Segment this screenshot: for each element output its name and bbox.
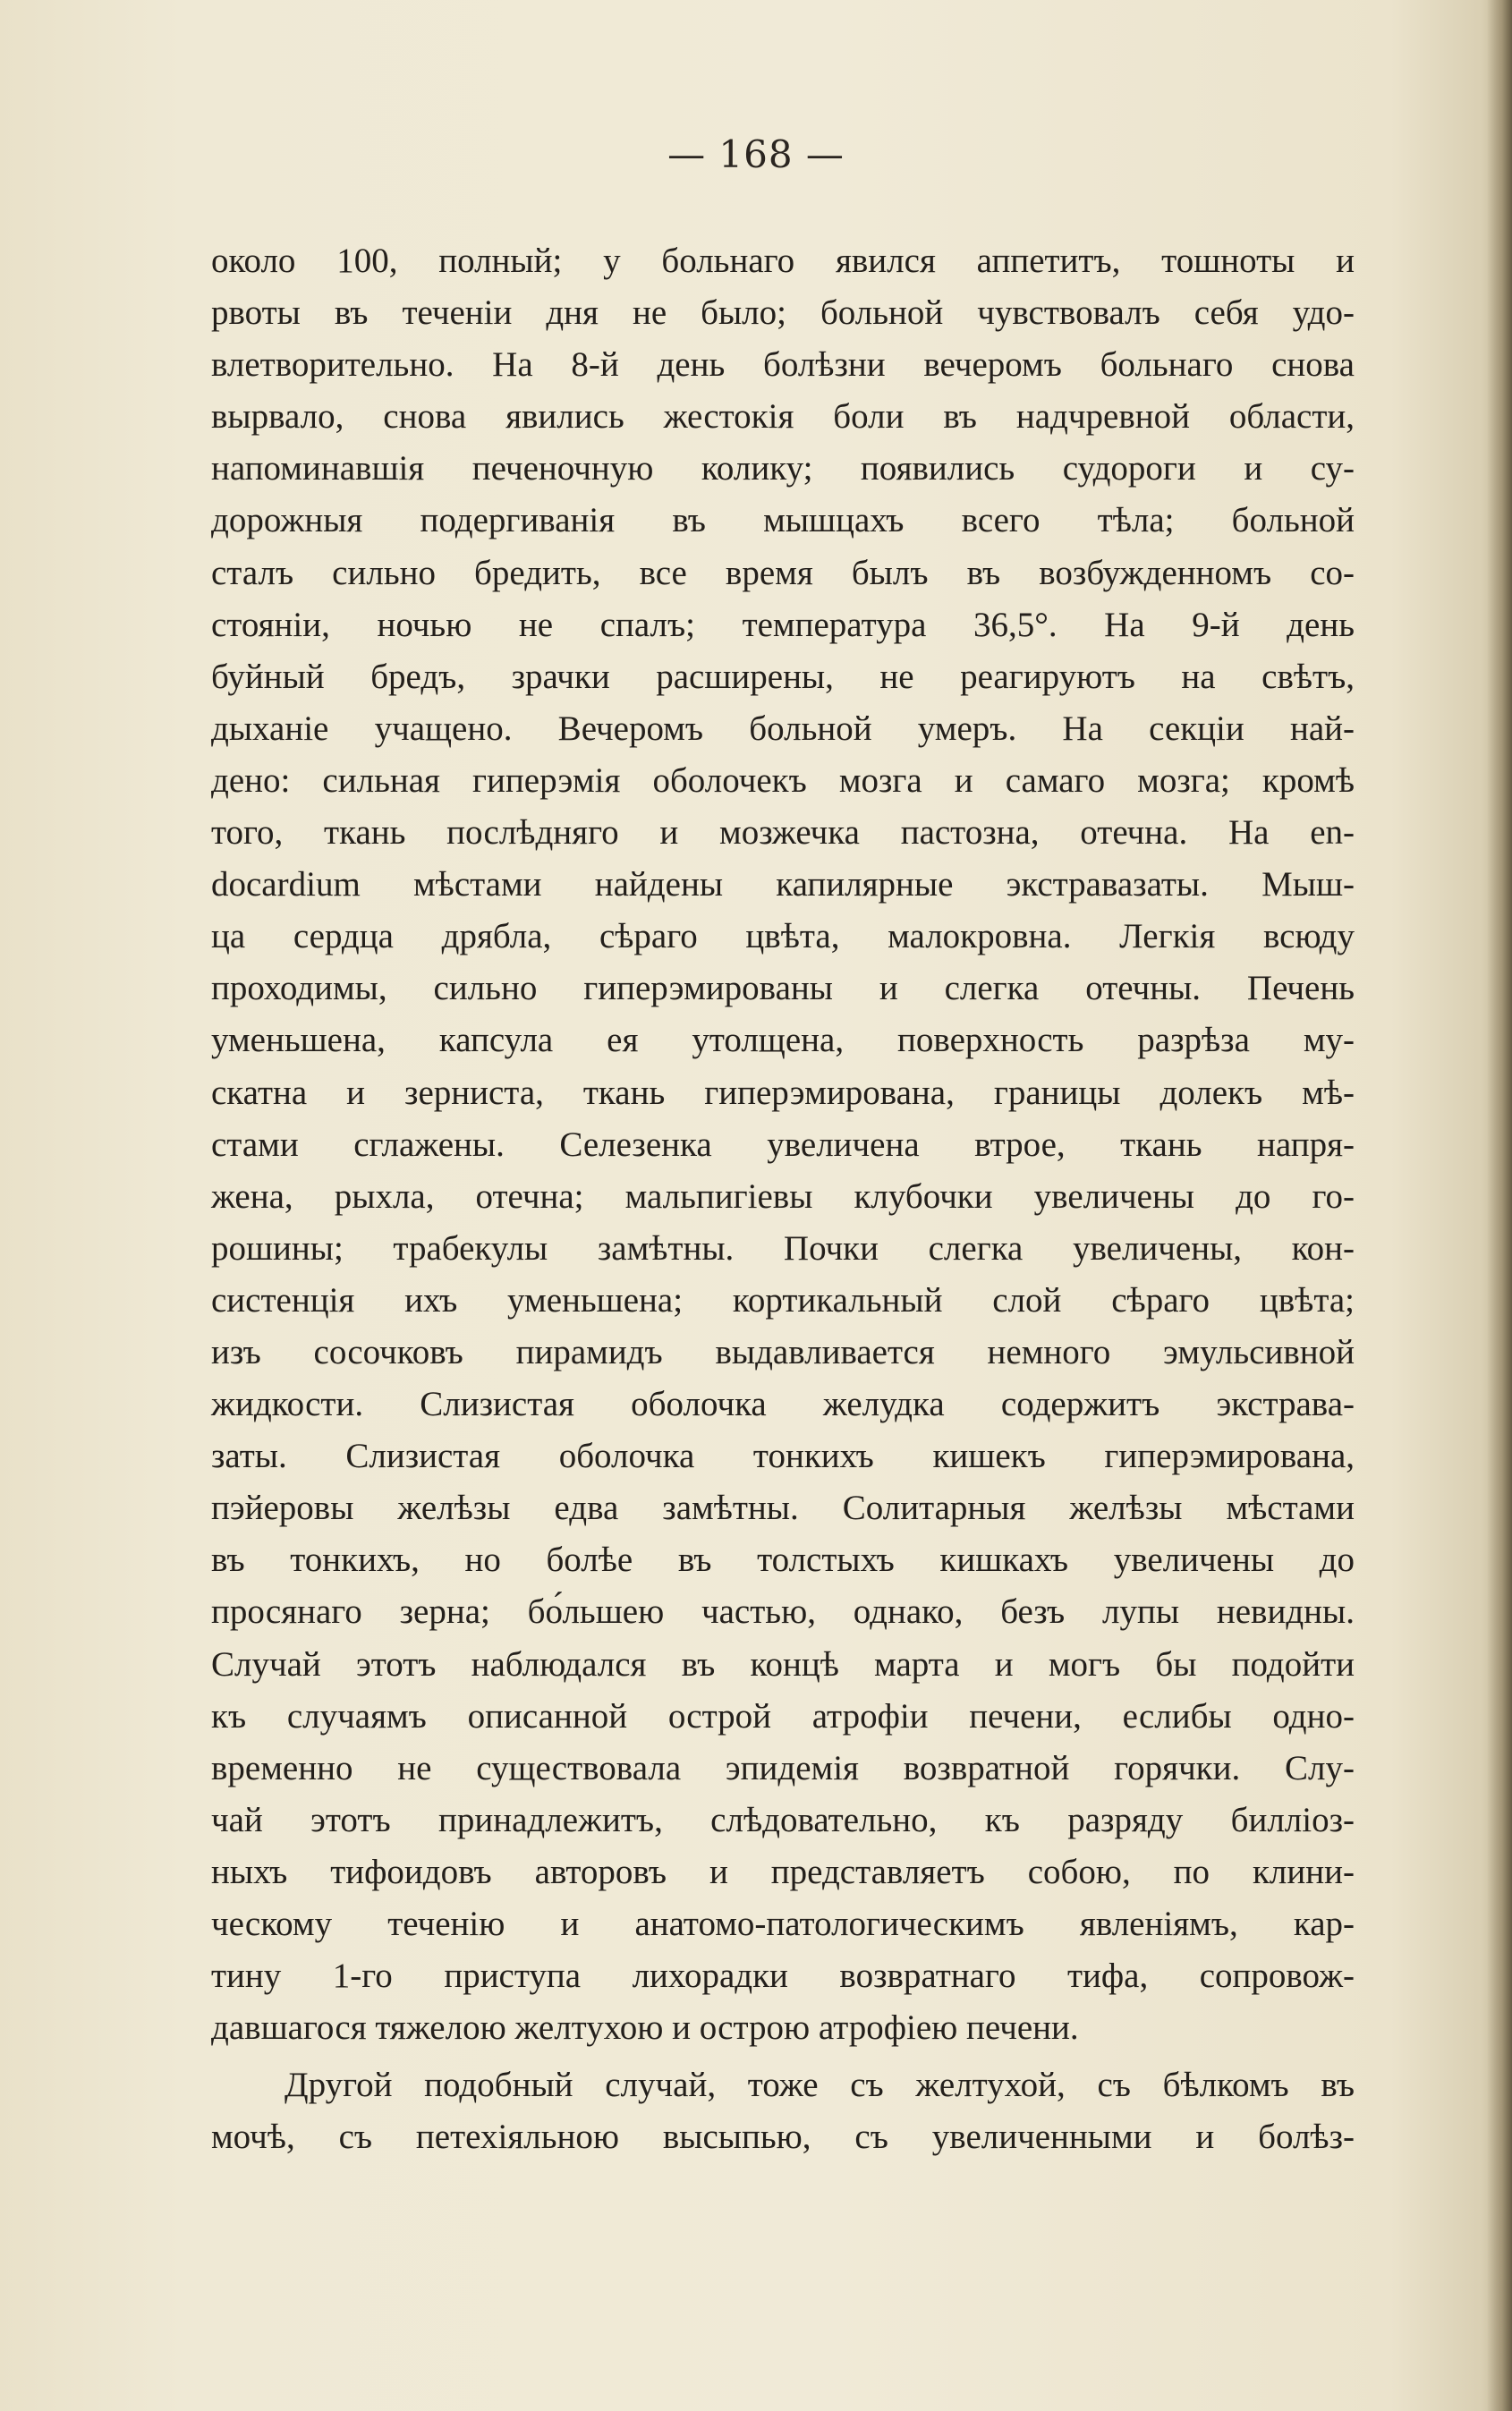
text-line: напоминавшія печеночную колику; появились судороги и су- — [211, 449, 1355, 488]
text-line: ныхъ тифоидовъ авторовъ и представляетъ собою, по клини- — [211, 1852, 1355, 1891]
text-line: въ тонкихъ, но болѣе въ толстыхъ кишкахъ увеличены до — [211, 1541, 1355, 1580]
text-line: пэйеровы желѣзы едва замѣтны. Солитарныя желѣзы мѣстами — [211, 1489, 1355, 1528]
text-line: дорожныя подергиванія въ мышцахъ всего тѣла; больной — [211, 501, 1355, 540]
text-line: тину 1-го приступа лихорадки возвратнаго тифа, сопровож- — [211, 1957, 1355, 1996]
text-line: влетворительно. На 8-й день болѣзни вечеромъ больнаго снова — [211, 345, 1355, 385]
text-line: жена, рыхла, отечна; мальпигіевы клубочки увеличены до го- — [211, 1176, 1355, 1216]
text-line: рошины; трабекулы замѣтны. Почки слегка увеличены, кон- — [211, 1228, 1355, 1268]
text-line: жидкости. Слизистая оболочка желудка содержитъ экстрава- — [211, 1385, 1355, 1424]
text-line: уменьшена, капсула ея утолщена, поверхность разрѣза му- — [211, 1021, 1355, 1060]
text-line: того, ткань послѣдняго и мозжечка пастозна, отечна. На en- — [211, 813, 1355, 853]
page-edge-shadow — [1487, 0, 1512, 2411]
text-line: чай этотъ принадлежитъ, слѣдовательно, къ разряду билліоз- — [211, 1800, 1355, 1839]
text-line: проходимы, сильно гиперэмированы и слегка отечны. Печень — [211, 969, 1355, 1008]
text-line: временно не существовала эпидемія возвратной горячки. Слу- — [211, 1748, 1355, 1787]
text-line: скатна и зерниста, ткань гиперэмирована, границы долекъ мѣ- — [211, 1073, 1355, 1112]
text-line: Случай этотъ наблюдался въ концѣ марта и могъ бы подойти — [211, 1644, 1355, 1684]
page-number: — 168 — — [667, 132, 845, 176]
text-line: систенція ихъ уменьшена; кортикальный слой сѣраго цвѣта; — [211, 1280, 1355, 1320]
text-line: стояніи, ночью не спалъ; температура 36,5°. На 9-й день — [211, 605, 1355, 644]
text-line: буйный бредъ, зрачки расширены, не реагируютъ на свѣтъ, — [211, 657, 1355, 696]
text-line: ческому теченію и анатомо-патологическимъ явленіямъ, кар- — [211, 1905, 1355, 1943]
text-line: около 100, полный; у больнаго явился аппетитъ, тошноты и — [211, 242, 1355, 280]
text-line: дыханіе учащено. Вечеромъ больной умеръ. На секціи най- — [211, 709, 1355, 748]
text-line: вырвало, снова явились жестокія боли въ надчревной области, — [211, 397, 1355, 437]
text-line: мочѣ, съ петехіяльною высыпью, съ увеличенными и болѣз- — [211, 2118, 1355, 2157]
text-line: ца сердца дрябла, сѣраго цвѣта, малокровна. Легкія всюду — [211, 917, 1355, 956]
text-line: Другой подобный случай, тоже съ желтухой, съ бѣлкомъ въ — [285, 2066, 1355, 2105]
text-line: заты. Слизистая оболочка тонкихъ кишекъ гиперэмирована, — [211, 1437, 1355, 1476]
text-line: давшагося тяжелою желтухою и острою атрофіею печени. — [211, 2008, 1079, 2048]
text-line: дено: сильная гиперэмія оболочекъ мозга и самаго мозга; кромѣ — [211, 760, 1355, 800]
text-line: сталъ сильно бредить, все время былъ въ возбужденномъ со- — [211, 553, 1355, 592]
text-line: къ случаямъ описанной острой атрофіи печени, еслибы одно- — [211, 1696, 1355, 1736]
text-line: стами сглажены. Селезенка увеличена втрое, ткань напря- — [211, 1125, 1355, 1164]
text-line: просянаго зерна; бо́льшею частью, однако, безъ лупы невидны. — [211, 1592, 1355, 1632]
text-line: рвоты въ теченіи дня не было; больной чувствовалъ себя удо- — [211, 293, 1355, 333]
body-text — [211, 235, 1355, 2163]
text-line: изъ сосочковъ пирамидъ выдавливается немного эмульсивной — [211, 1332, 1355, 1371]
text-line: docardium мѣстами найдены капилярные экстравазаты. Мыш- — [211, 865, 1355, 904]
